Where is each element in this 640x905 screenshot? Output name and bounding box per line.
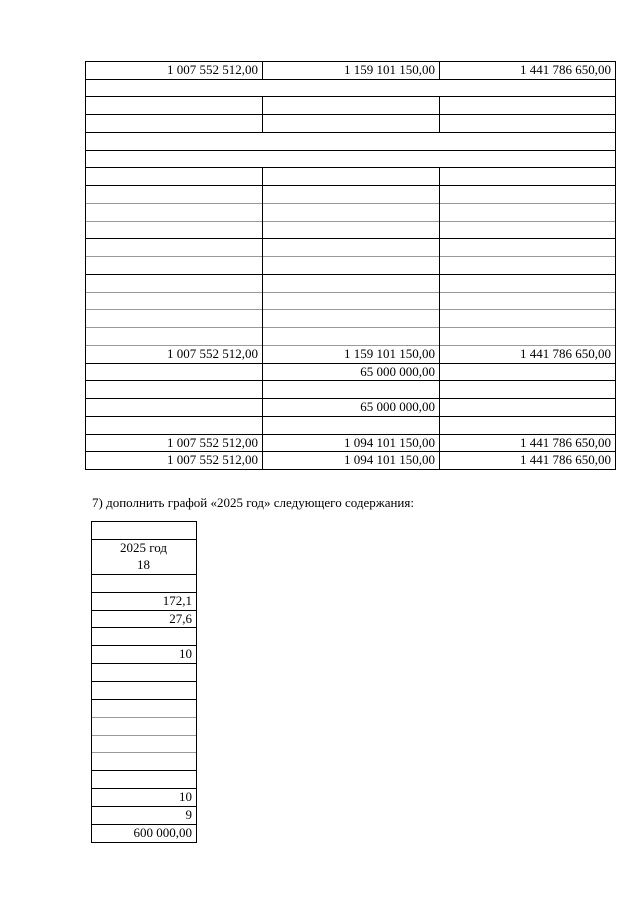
column-row-line [91,699,197,700]
section-heading: 7) дополнить графой «2025 год» следующего содержания: [92,495,414,510]
table-cell: 1 007 552 512,00 [167,346,258,361]
table-row-line [85,238,616,239]
column-row-line [91,521,197,522]
column-row-line [91,717,197,718]
table-col-divider [262,96,263,115]
table-row-line [85,167,616,168]
table-col-divider [262,256,263,275]
table-col-divider [439,363,440,381]
table-cell: 1 159 101 150,00 [344,62,435,77]
table-row-line [85,416,616,417]
column-row-line [91,770,197,771]
table-row-line [85,203,616,204]
table-row-line [85,380,616,381]
table-col-divider [262,292,263,310]
table-col-divider [439,167,440,186]
table-col-divider [439,185,440,204]
table-row-line [85,469,616,470]
table-col-divider [262,114,263,133]
column-border-right [196,521,197,843]
table-row-line [85,79,616,80]
table-row-line [85,114,616,115]
table-col-divider [439,221,440,239]
column-row-line [91,752,197,753]
column-row-line [91,627,197,628]
table-row-line [85,221,616,222]
table-col-divider [439,238,440,257]
column-row-line [91,806,197,807]
column-cell: 172,1 [162,593,192,608]
table-col-divider [439,256,440,275]
table-col-divider [439,380,440,399]
table-col-divider [262,185,263,204]
table-col-divider [439,416,440,435]
table-row-line [85,292,616,293]
table-row-line [85,185,616,186]
column-cell: 27,6 [169,611,192,626]
table-row-line [85,150,616,151]
table-cell: 1 007 552 512,00 [167,62,258,77]
table-row-line [85,132,616,133]
table-border-right [615,61,616,470]
table-cell: 1 441 786 650,00 [520,452,611,467]
column-row-line [91,735,197,736]
table-col-divider [262,309,263,328]
table-cell: 65 000 000,00 [360,399,435,414]
table-col-divider [439,114,440,133]
table-col-divider [262,238,263,257]
column-row-line [91,663,197,664]
table-col-divider [262,221,263,239]
table-row-line [85,327,616,328]
table-cell: 1 094 101 150,00 [344,435,435,450]
table-col-divider [439,292,440,310]
table-row-line [85,309,616,310]
column-cell: 600 000,00 [133,825,192,840]
table-col-divider [262,380,263,399]
column-cell: 9 [185,807,192,822]
table-col-divider [439,96,440,115]
table-col-divider [262,203,263,222]
table-col-divider [262,416,263,435]
table-cell: 1 159 101 150,00 [344,346,435,361]
column-cell: 10 [179,789,192,804]
table-cell: 1 007 552 512,00 [167,435,258,450]
table-col-divider [439,327,440,346]
table-row-line [85,96,616,97]
table-cell: 1 441 786 650,00 [520,435,611,450]
table-row-line [85,256,616,257]
column-row-line [91,681,197,682]
column-header: 2025 год [120,540,167,555]
table-cell: 1 441 786 650,00 [520,62,611,77]
table-col-divider [262,327,263,346]
table-cell: 1 441 786 650,00 [520,346,611,361]
column-cell: 10 [179,646,192,661]
table-cell: 65 000 000,00 [360,364,435,379]
table-row-line [85,398,616,399]
column-row-line [91,574,197,575]
table-col-divider [262,167,263,186]
table-row-line [85,274,616,275]
table-col-divider [262,274,263,293]
table-col-divider [439,203,440,222]
table-col-divider [439,398,440,417]
table-border-left [85,61,86,470]
table-row-line [85,363,616,364]
table-cell: 1 094 101 150,00 [344,452,435,467]
column-cell: 18 [137,557,150,572]
table-col-divider [439,274,440,293]
table-cell: 1 007 552 512,00 [167,452,258,467]
column-row-line [91,842,197,843]
table-col-divider [439,309,440,328]
